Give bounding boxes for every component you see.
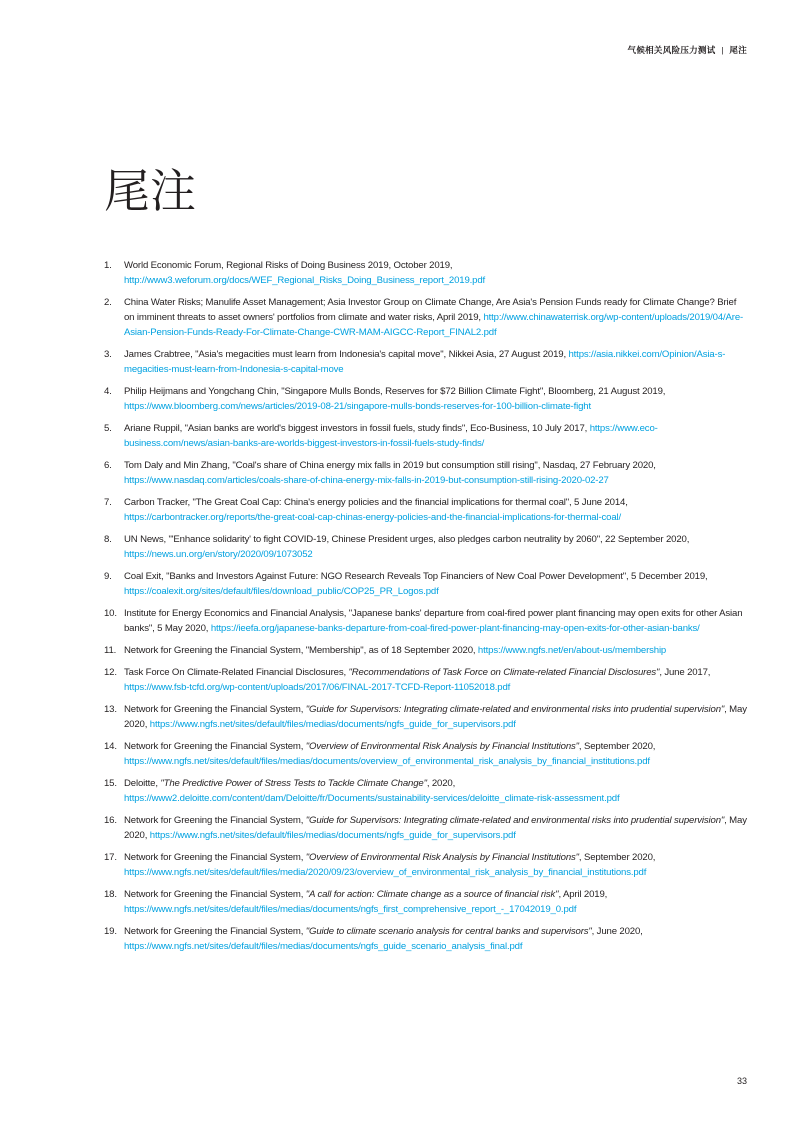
endnote-date: , April 2019, bbox=[558, 889, 608, 900]
endnote-text bbox=[124, 887, 749, 917]
endnote-citation: James Crabtree, "Asia's megacities must learn from Indonesia's capital move", Nikkei Asia, 27 August 2019, bbox=[124, 349, 569, 360]
endnote-url-link[interactable]: https://www.ngfs.net/sites/default/files/media/2020/09/23/overview_of_environmental_risk_analysis_by_financial_institutions.pdf bbox=[124, 867, 647, 878]
endnote-date: , 2020, bbox=[426, 778, 456, 789]
endnote-url-link[interactable]: https://asia.nikkei.com/Opinion/Asia-s-megacities-must-learn-from-Indonesia-s-capital-move bbox=[124, 349, 726, 375]
endnote-item bbox=[104, 702, 749, 732]
endnote-work-title: "The Predictive Power of Stress Tests to Tackle Climate Change" bbox=[160, 778, 427, 789]
endnote-work-title: "Guide for Supervisors: Integrating climate-related and environmental risks into prudential supervision" bbox=[305, 815, 725, 826]
endnote-number: 17. bbox=[104, 852, 117, 863]
endnote-item bbox=[104, 813, 749, 843]
endnote-work-title: "A call for action: Climate change as a source of financial risk" bbox=[305, 889, 559, 900]
endnote-number: 10. bbox=[104, 608, 117, 619]
endnote-text bbox=[124, 421, 749, 451]
endnote-number: 14. bbox=[104, 741, 117, 752]
endnote-date: , June 2020, bbox=[591, 926, 643, 937]
endnote-number: 16. bbox=[104, 815, 117, 826]
endnote-text bbox=[124, 295, 749, 340]
running-header bbox=[628, 44, 747, 56]
endnote-item bbox=[104, 665, 749, 695]
endnote-text bbox=[124, 606, 749, 636]
endnote-text bbox=[124, 495, 749, 525]
endnote-citation: Deloitte, bbox=[124, 778, 161, 789]
endnote-text bbox=[124, 458, 749, 488]
endnote-url-link[interactable]: http://www3.weforum.org/docs/WEF_Regional_Risks_Doing_Business_report_2019.pdf bbox=[124, 275, 486, 286]
endnote-item bbox=[104, 924, 749, 954]
endnote-url-link[interactable]: https://ieefa.org/japanese-banks-departure-from-coal-fired-power-plant-financing-may-open-exits-for-other-asian-banks/ bbox=[210, 623, 700, 634]
endnote-item bbox=[104, 421, 749, 451]
endnote-number: 12. bbox=[104, 667, 117, 678]
endnote-item bbox=[104, 643, 749, 658]
endnote-url-link[interactable]: https://carbontracker.org/reports/the-great-coal-cap-chinas-energy-policies-and-the-financial-implications-for-thermal-coal/ bbox=[124, 512, 622, 523]
endnote-date: , June 2017, bbox=[659, 667, 711, 678]
endnote-number: 18. bbox=[104, 889, 117, 900]
endnote-text bbox=[124, 643, 749, 658]
endnote-work-title: "Overview of Environmental Risk Analysis by Financial Institutions" bbox=[305, 852, 579, 863]
endnote-item bbox=[104, 258, 749, 288]
endnote-item bbox=[104, 295, 749, 340]
endnote-citation: Network for Greening the Financial System, bbox=[124, 926, 306, 937]
endnote-citation: Network for Greening the Financial System, bbox=[124, 852, 306, 863]
endnote-text bbox=[124, 347, 749, 377]
endnote-citation: Network for Greening the Financial System, bbox=[124, 741, 306, 752]
header-section-title: 气候相关风险压力测试 bbox=[627, 45, 716, 55]
endnote-citation: Task Force On Climate-Related Financial Disclosures, bbox=[124, 667, 349, 678]
endnotes-list bbox=[104, 258, 749, 961]
endnote-text bbox=[124, 384, 749, 414]
endnote-date: , September 2020, bbox=[578, 741, 656, 752]
endnote-date: , May 2020, bbox=[124, 815, 747, 841]
endnote-citation: Network for Greening the Financial System, bbox=[124, 704, 306, 715]
endnote-text bbox=[124, 924, 749, 954]
endnote-citation: Network for Greening the Financial System, bbox=[124, 815, 306, 826]
endnote-citation: Philip Heijmans and Yongchang Chin, "Singapore Mulls Bonds, Reserves for $72 Billion Climate Fight", Bloomberg, 21 August 2019, bbox=[124, 386, 666, 397]
endnote-date: , September 2020, bbox=[578, 852, 656, 863]
endnote-citation: Network for Greening the Financial System, "Membership", as of 18 September 2020, bbox=[124, 645, 478, 656]
endnote-citation: Tom Daly and Min Zhang, "Coal's share of China energy mix falls in 2019 but consumption still rising", Nasdaq, 27 February 2020, bbox=[124, 460, 656, 471]
endnote-url-link[interactable]: https://www.ngfs.net/sites/default/files/medias/documents/overview_of_environmental_risk_analysis_by_financial_institutions.pdf bbox=[124, 756, 650, 767]
endnote-citation: Carbon Tracker, "The Great Coal Cap: China's energy policies and the financial implications for thermal coal", 5 June 2014, bbox=[124, 497, 628, 508]
endnote-work-title: "Guide to climate scenario analysis for central banks and supervisors" bbox=[305, 926, 592, 937]
endnote-citation: China Water Risks; Manulife Asset Management; Asia Investor Group on Climate Change, Are Asia's Pension Funds ready for Climate Change? Brief on imminent threats to asset owners' portfolios from climate and water risks, April 2019, bbox=[124, 297, 737, 323]
endnote-item bbox=[104, 532, 749, 562]
endnote-item bbox=[104, 347, 749, 377]
endnote-item bbox=[104, 606, 749, 636]
page-number: 33 bbox=[736, 1076, 747, 1086]
endnote-citation: Institute for Energy Economics and Financial Analysis, "Japanese banks' departure from coal-fired power plant financing may open exits for other Asian banks", 5 May 2020, bbox=[124, 608, 743, 634]
endnote-text bbox=[124, 569, 749, 599]
endnote-citation: UN News, "'Enhance solidarity' to fight COVID-19, Chinese President urges, also pledges carbon neutrality by 2060", 22 September 2020, bbox=[124, 534, 690, 545]
endnote-url-link[interactable]: https://www.ngfs.net/sites/default/files/medias/documents/ngfs_first_comprehensive_report_-_17042019_0.pdf bbox=[124, 904, 577, 915]
endnote-url-link[interactable]: https://www2.deloitte.com/content/dam/Deloitte/fr/Documents/sustainability-services/deloitte_climate-risk-assessment.pdf bbox=[124, 793, 620, 804]
endnote-url-link[interactable]: https://coalexit.org/sites/default/files/download_public/COP25_PR_Logos.pdf bbox=[124, 586, 439, 597]
endnote-text bbox=[124, 532, 749, 562]
endnote-citation: Ariane Ruppil, "Asian banks are world's biggest investors in fossil fuels, study finds", Eco-Business, 10 July 2017, bbox=[124, 423, 590, 434]
header-separator: | bbox=[721, 45, 724, 55]
endnote-number: 4. bbox=[104, 386, 112, 397]
endnote-url-link[interactable]: https://www.bloomberg.com/news/articles/2019-08-21/singapore-mulls-bonds-reserves-for-100-billion-climate-fight bbox=[124, 401, 591, 412]
endnote-item bbox=[104, 887, 749, 917]
endnote-item bbox=[104, 739, 749, 769]
endnote-number: 9. bbox=[104, 571, 112, 582]
endnote-work-title: "Guide for Supervisors: Integrating climate-related and environmental risks into prudential supervision" bbox=[305, 704, 725, 715]
endnote-url-link[interactable]: https://news.un.org/en/story/2020/09/1073052 bbox=[124, 549, 313, 560]
endnote-url-link[interactable]: https://www.nasdaq.com/articles/coals-share-of-china-energy-mix-falls-in-2019-but-consumption-still-rising-2020-02-27 bbox=[124, 475, 609, 486]
endnote-url-link[interactable]: https://www.fsb-tcfd.org/wp-content/uploads/2017/06/FINAL-2017-TCFD-Report-11052018.pdf bbox=[124, 682, 511, 693]
endnote-work-title: "Recommendations of Task Force on Climate-related Financial Disclosures" bbox=[348, 667, 660, 678]
endnote-url-link[interactable]: https://www.ngfs.net/en/about-us/membership bbox=[477, 645, 667, 656]
endnote-url-link[interactable]: http://www.chinawaterrisk.org/wp-content/uploads/2019/04/Are-Asian-Pension-Funds-Ready-For-Climate-Change-CWR-MAM-AIGCC-Report_FINAL2.pdf bbox=[124, 312, 744, 338]
endnote-number: 6. bbox=[104, 460, 112, 471]
endnote-item bbox=[104, 569, 749, 599]
endnote-number: 8. bbox=[104, 534, 112, 545]
endnote-number: 19. bbox=[104, 926, 117, 937]
endnote-item bbox=[104, 384, 749, 414]
page-title: 尾注 bbox=[104, 164, 196, 218]
endnote-number: 1. bbox=[104, 260, 112, 271]
endnote-item bbox=[104, 495, 749, 525]
endnote-text bbox=[124, 813, 749, 843]
endnote-url-link[interactable]: https://www.ngfs.net/sites/default/files/medias/documents/ngfs_guide_for_supervisors.pdf bbox=[149, 830, 516, 841]
endnote-number: 2. bbox=[104, 297, 112, 308]
header-chapter-title: 尾注 bbox=[729, 45, 747, 55]
endnote-text bbox=[124, 258, 749, 288]
endnote-text bbox=[124, 850, 749, 880]
endnote-date: , May 2020, bbox=[124, 704, 747, 730]
endnote-number: 15. bbox=[104, 778, 117, 789]
endnote-item bbox=[104, 458, 749, 488]
endnote-text bbox=[124, 776, 749, 806]
endnote-text bbox=[124, 739, 749, 769]
endnote-text bbox=[124, 665, 749, 695]
endnote-url-link[interactable]: https://www.ngfs.net/sites/default/files/medias/documents/ngfs_guide_for_supervisors.pdf bbox=[149, 719, 516, 730]
endnote-number: 3. bbox=[104, 349, 112, 360]
endnote-url-link[interactable]: https://www.eco-business.com/news/asian-banks-are-worlds-biggest-investors-in-fossil-fuels-study-finds/ bbox=[124, 423, 658, 449]
endnote-number: 5. bbox=[104, 423, 112, 434]
endnote-citation: Network for Greening the Financial System, bbox=[124, 889, 306, 900]
endnote-citation: Coal Exit, "Banks and Investors Against Future: NGO Research Reveals Top Financiers of New Coal Power Development", 5 December 2019, bbox=[124, 571, 708, 582]
endnote-citation: World Economic Forum, Regional Risks of Doing Business 2019, October 2019, bbox=[124, 260, 453, 271]
endnote-number: 11. bbox=[104, 645, 117, 656]
endnote-number: 13. bbox=[104, 704, 117, 715]
endnote-item bbox=[104, 776, 749, 806]
endnote-number: 7. bbox=[104, 497, 112, 508]
endnote-work-title: "Overview of Environmental Risk Analysis by Financial Institutions" bbox=[305, 741, 579, 752]
endnote-url-link[interactable]: https://www.ngfs.net/sites/default/files/medias/documents/ngfs_guide_scenario_analysis_final.pdf bbox=[124, 941, 523, 952]
endnote-item bbox=[104, 850, 749, 880]
endnote-text bbox=[124, 702, 749, 732]
